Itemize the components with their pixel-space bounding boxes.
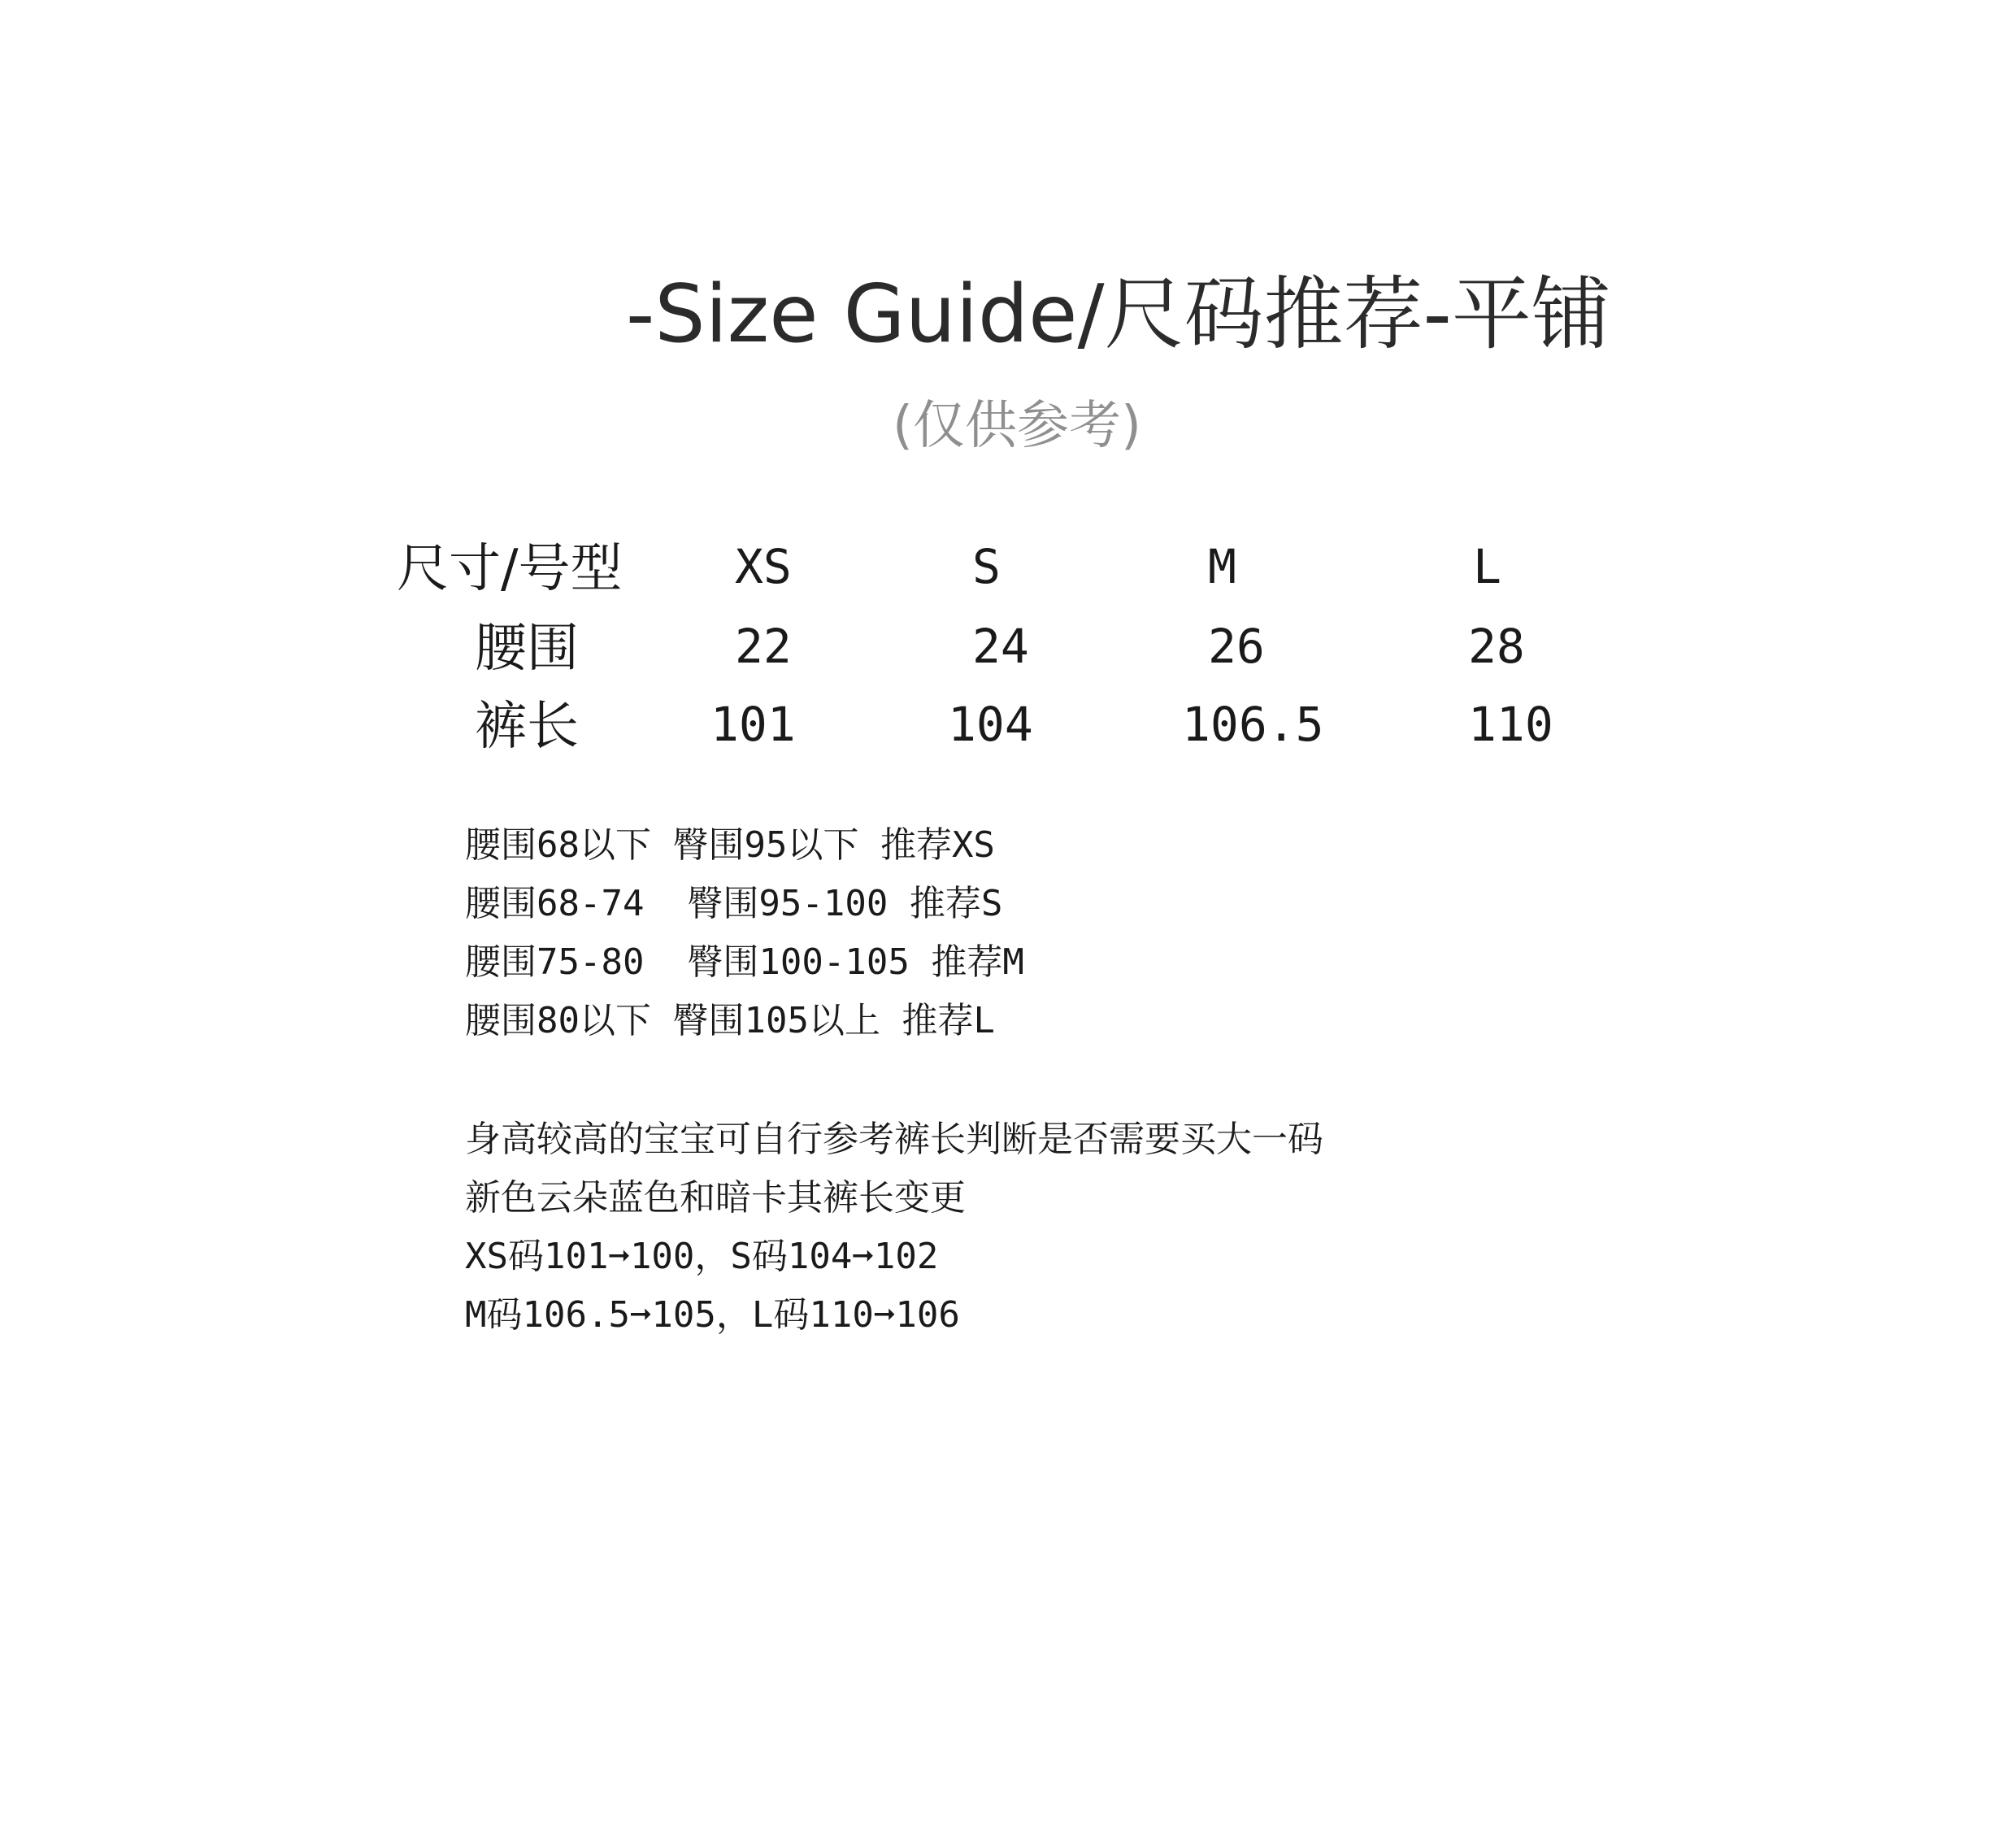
notes-block <box>465 1119 1323 1336</box>
recommendation-item: 腰围68-74 臀围95-100 推荐S <box>465 883 1003 924</box>
waist-l: 28 <box>1468 619 1525 674</box>
header-size-xs: XS <box>735 539 792 594</box>
row-label-length: 裤长 <box>475 697 579 757</box>
length-l: 110 <box>1468 697 1553 752</box>
recommendation-item: 腰围80以下 臀围105以上 推荐L <box>465 1000 995 1041</box>
waist-s: 24 <box>972 619 1029 674</box>
page-subtitle: (仅供参考) <box>893 396 1141 456</box>
recommendation-item: 腰围68以下 臀围95以下 推荐XS <box>465 824 995 866</box>
page-title: -Size Guide/尺码推荐-平铺 <box>626 268 1611 361</box>
table-row-length <box>0 697 2016 766</box>
note-line: XS码101➞100，S码104➞102 <box>465 1236 939 1277</box>
note-line: 新色云朵蓝色和暗卡其裤长变更 <box>465 1177 966 1219</box>
length-xs: 101 <box>710 697 796 752</box>
length-m: 106.5 <box>1182 697 1324 752</box>
recommendation-list <box>465 824 1024 1041</box>
header-size-l: L <box>1473 539 1501 594</box>
header-label: 尺寸/号型 <box>397 539 623 599</box>
waist-xs: 22 <box>735 619 792 674</box>
table-row-waist <box>0 619 2016 688</box>
note-line: 身高较高的宝宝可自行参考裤长判断是否需要买大一码 <box>465 1119 1323 1160</box>
waist-m: 26 <box>1208 619 1265 674</box>
row-label-waist: 腰围 <box>475 619 579 679</box>
length-s: 104 <box>948 697 1033 752</box>
recommendation-item: 腰围75-80 臀围100-105 推荐M <box>465 941 1024 983</box>
header-size-s: S <box>972 539 1001 594</box>
header-size-m: M <box>1208 539 1236 594</box>
note-line: M码106.5➞105，L码110➞106 <box>465 1294 960 1336</box>
table-header-row <box>0 539 2016 608</box>
